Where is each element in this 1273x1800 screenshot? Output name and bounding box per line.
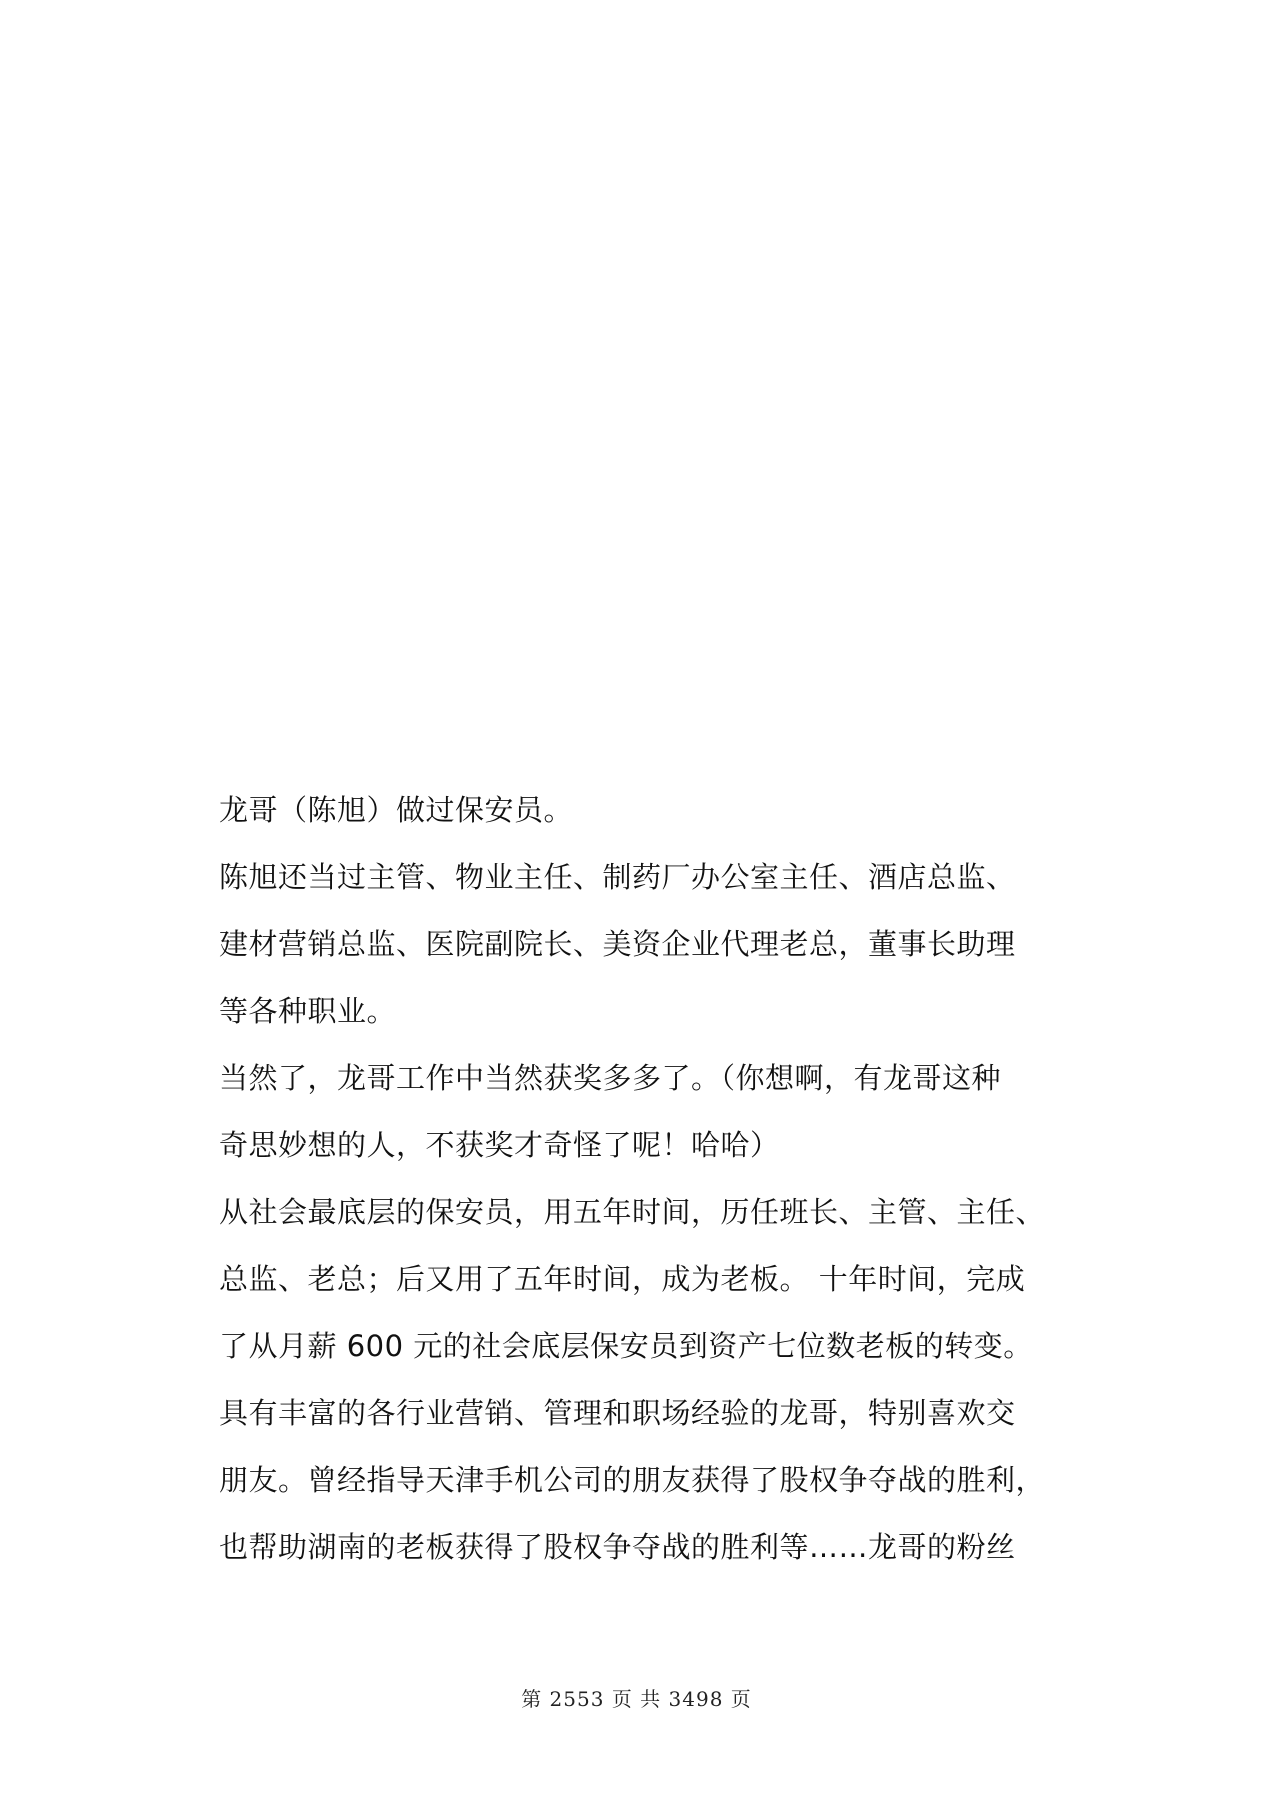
text-line: 当然了，龙哥工作中当然获奖多多了。（你想啊，有龙哥这种 [219,1061,1002,1095]
text-line: 建材营销总监、医院副院长、美资企业代理老总，董事长助理 [219,927,1016,961]
text-line: 陈旭还当过主管、物业主任、制药厂办公室主任、酒店总监、 [219,860,1016,894]
text-line: 总监、老总；后又用了五年时间，成为老板。 十年时间，完成 [219,1262,1026,1296]
body-text [219,777,1079,1581]
text-line: 龙哥（陈旭）做过保安员。 [219,793,574,827]
text-line: 等各种职业。 [219,994,397,1028]
page-number-footer: 第 2553 页 共 3498 页 [521,1687,752,1711]
text-line: 朋友。曾经指导天津手机公司的朋友获得了股权争夺战的胜利， [219,1463,1046,1497]
text-line: 从社会最底层的保安员，用五年时间，历任班长、主管、主任、 [219,1195,1046,1229]
text-line: 也帮助湖南的老板获得了股权争夺战的胜利等……龙哥的粉丝 [219,1530,1016,1564]
text-line: 了从月薪 600 元的社会底层保安员到资产七位数老板的转变。 [219,1329,1033,1363]
text-line: 奇思妙想的人，不获奖才奇怪了呢！哈哈） [219,1128,780,1162]
text-line: 具有丰富的各行业营销、管理和职场经验的龙哥，特别喜欢交 [219,1396,1016,1430]
